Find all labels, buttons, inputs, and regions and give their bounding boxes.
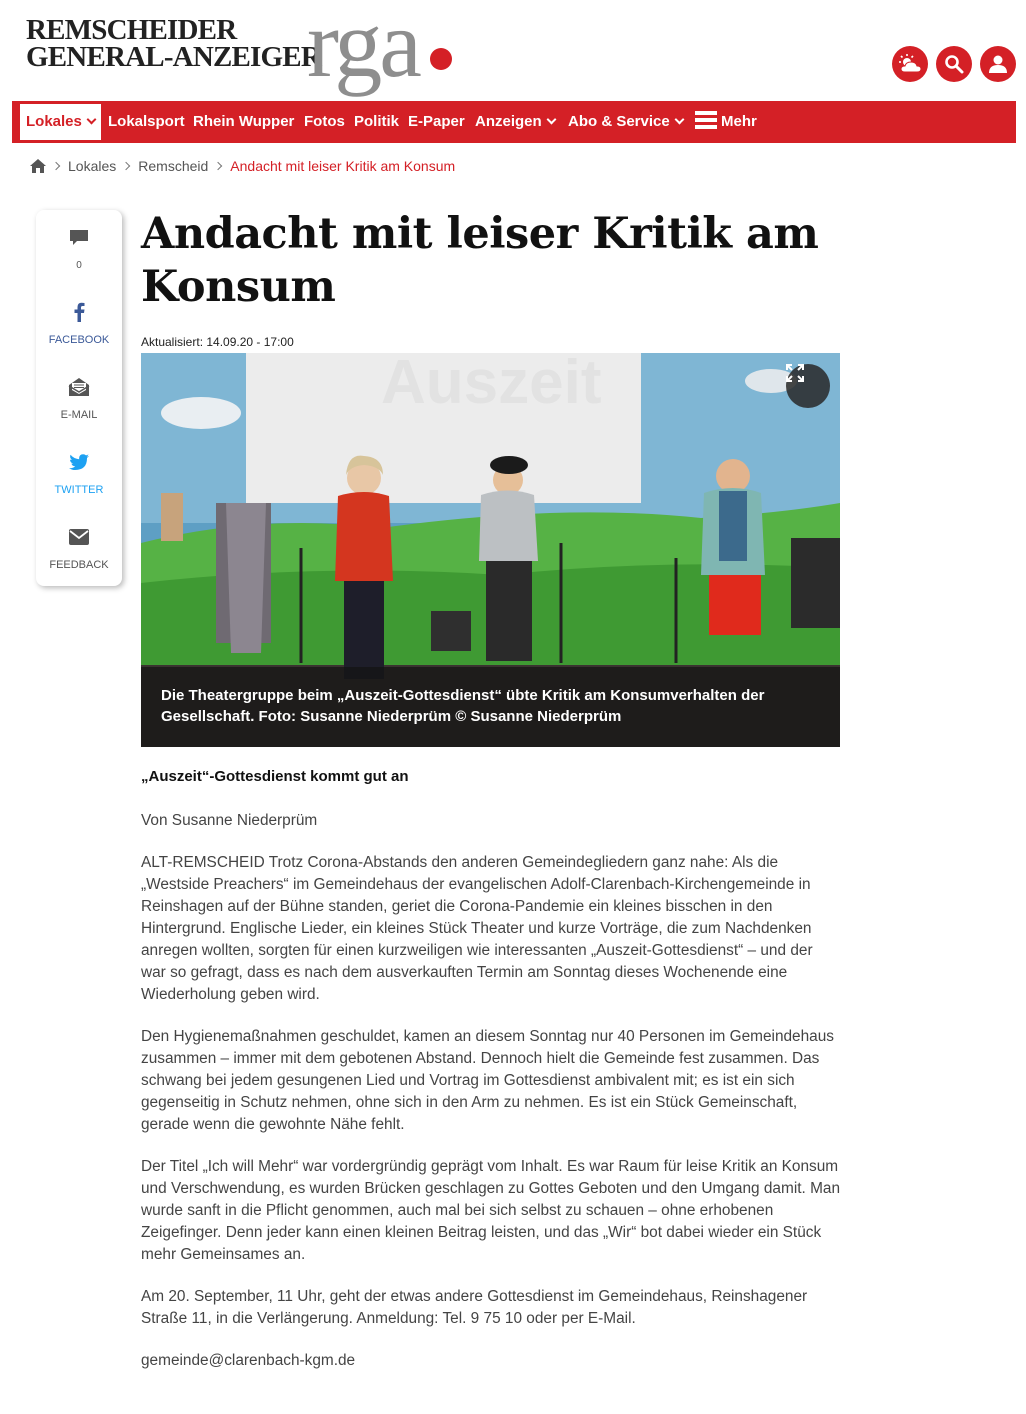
breadcrumb-lokales[interactable]: Lokales <box>68 158 117 174</box>
comments-count: 0 <box>76 260 82 271</box>
twitter-label: TWITTER <box>54 484 104 496</box>
nav-item-epaper[interactable] <box>408 101 465 143</box>
nav-label: Abo & Service <box>568 113 670 130</box>
newspaper-logo[interactable] <box>26 14 321 73</box>
logo-dot <box>430 48 452 70</box>
nav-label: Lokales <box>26 113 82 130</box>
email-icon <box>68 377 90 397</box>
share-sidebar <box>36 210 122 586</box>
home-icon[interactable] <box>30 159 46 173</box>
comment-icon <box>69 229 89 247</box>
nav-item-lokales[interactable] <box>20 104 101 140</box>
nav-label: Anzeigen <box>475 113 542 130</box>
nav-item-rhein-wupper[interactable] <box>193 101 294 143</box>
envelope-icon <box>69 529 89 545</box>
nav-item-mehr[interactable] <box>695 101 757 143</box>
article-author: Von Susanne Niederprüm <box>141 812 318 829</box>
nav-label: Rhein Wupper <box>193 113 295 130</box>
feedback-label: FEEDBACK <box>49 559 109 571</box>
chevron-down-icon <box>86 115 96 125</box>
article-paragraph: Am 20. September, 11 Uhr, geht der etwas andere Gottesdienst im Gemeindehaus, Reinshagener Straße 11, in die Verlängerung. Anmeldung: Tel. 9 75 10 oder per E-Mail. <box>141 1288 808 1327</box>
chevron-down-icon <box>546 115 556 125</box>
logo-line-1: REMSCHEIDER <box>26 14 237 46</box>
facebook-share-button[interactable] <box>36 300 122 346</box>
chevron-down-icon <box>674 115 684 125</box>
breadcrumb <box>30 157 455 175</box>
expand-icon <box>786 364 804 382</box>
contact-email-link[interactable]: gemeinde@clarenbach-kgm.de <box>141 1352 356 1369</box>
svg-text:Auszeit: Auszeit <box>381 353 602 417</box>
site-header <box>0 0 1026 100</box>
main-navigation <box>12 101 1016 143</box>
nav-label: Mehr <box>721 113 757 130</box>
email-share-button[interactable] <box>36 375 122 421</box>
user-icon <box>988 54 1008 74</box>
account-button[interactable] <box>980 46 1016 82</box>
email-label: E-MAIL <box>60 409 98 421</box>
nav-item-politik[interactable] <box>354 101 399 143</box>
chevron-right-icon <box>52 162 60 170</box>
article-title: Andacht mit leiser Kritik am Konsum <box>141 209 819 312</box>
menu-icon <box>695 111 717 129</box>
nav-label: Lokalsport <box>108 113 185 130</box>
article-paragraph: Der Titel „Ich will Mehr“ war vordergründig geprägt vom Inhalt. Es war Raum für leise Kritik an Konsum und Verschwendung, es wurden Brücken geschlagen zu Gottes Geboten und den Umgang damit. Man wurde sanft in die Pflicht genommen, auch mal bei sich selbst zu schauen – ohne erhobenen Zeigefinger. Denn jeder kann einen kleinen Beitrag leisten, und das „Wir“ bot dabei wieder ein Stück mehr Gemeinsames an. <box>141 1158 841 1263</box>
comments-button[interactable] <box>36 226 122 271</box>
article-paragraph: Den Hygienemaßnahmen geschuldet, kamen an diesem Sonntag nur 40 Personen im Gemeindehaus zusammen – immer mit dem gebotenen Abstand. Dennoch hielt die Gemeinde fest zusammen. Das schwang bei jedem gesungenen Lied und Vortrag im Gottesdienst ambivalent mit; es ist ein sich gegenseitig in Schutz nehmen, ohne sich in den Arm zu nehmen. Es ist ein Stück Gemeinschaft, gerade wenn die gewohnte Nähe fehlt. <box>141 1028 834 1133</box>
nav-item-abo-service[interactable] <box>568 101 683 143</box>
article-updated: Aktualisiert: 14.09.20 - 17:00 <box>141 335 294 349</box>
search-icon <box>944 54 964 74</box>
logo-brand[interactable]: rga <box>307 0 419 97</box>
nav-label: Fotos <box>304 113 345 130</box>
logo-line-2: GENERAL-ANZEIGER <box>26 41 321 73</box>
twitter-share-button[interactable] <box>36 450 122 496</box>
weather-button[interactable] <box>892 46 928 82</box>
photo-caption: Die Theatergruppe beim „Auszeit-Gottesdienst“ übte Kritik am Konsumverhalten der Gesellschaft. Foto: Susanne Niederprüm © Susanne Niederprüm <box>141 667 840 747</box>
search-button[interactable] <box>936 46 972 82</box>
fullscreen-button[interactable] <box>786 364 830 408</box>
twitter-icon <box>69 454 89 470</box>
nav-item-lokalsport[interactable] <box>108 101 185 143</box>
feedback-button[interactable] <box>36 525 122 571</box>
weather-icon <box>898 53 922 75</box>
article-subhead: „Auszeit“-Gottesdienst kommt gut an <box>141 768 409 785</box>
article-paragraph: ALT-REMSCHEID Trotz Corona-Abstands den anderen Gemeindegliedern ganz nahe: Als die „Westside Preachers“ im Gemeindehaus der evangelischen Adolf-Clarenbach-Kirchengemeinde in Reinshagen auf der Bühne standen, geriet die Corona-Pandemie ein kleines bisschen in den Hintergrund. Englische Lieder, ein kleines Stück Theater und kurze Vorträge, die zum Nachdenken anregen wollten, sorgten für einen kurzweiligen wie interessanten „Auszeit-Gottesdienst“ – und der war so gefragt, dass es nach dem ausverkauften Termin am Sonntag dieses Wochenende eine Wiederholung geben wird. <box>141 854 813 1003</box>
facebook-label: FACEBOOK <box>48 334 110 346</box>
breadcrumb-current: Andacht mit leiser Kritik am Konsum <box>230 158 456 174</box>
nav-item-anzeigen[interactable] <box>475 101 555 143</box>
breadcrumb-remscheid[interactable]: Remscheid <box>138 158 209 174</box>
article-photo[interactable] <box>141 353 840 747</box>
chevron-right-icon <box>214 162 222 170</box>
nav-label: E-Paper <box>408 113 465 130</box>
facebook-icon <box>73 302 85 322</box>
nav-item-fotos[interactable] <box>304 101 345 143</box>
chevron-right-icon <box>122 162 130 170</box>
nav-label: Politik <box>354 113 400 130</box>
